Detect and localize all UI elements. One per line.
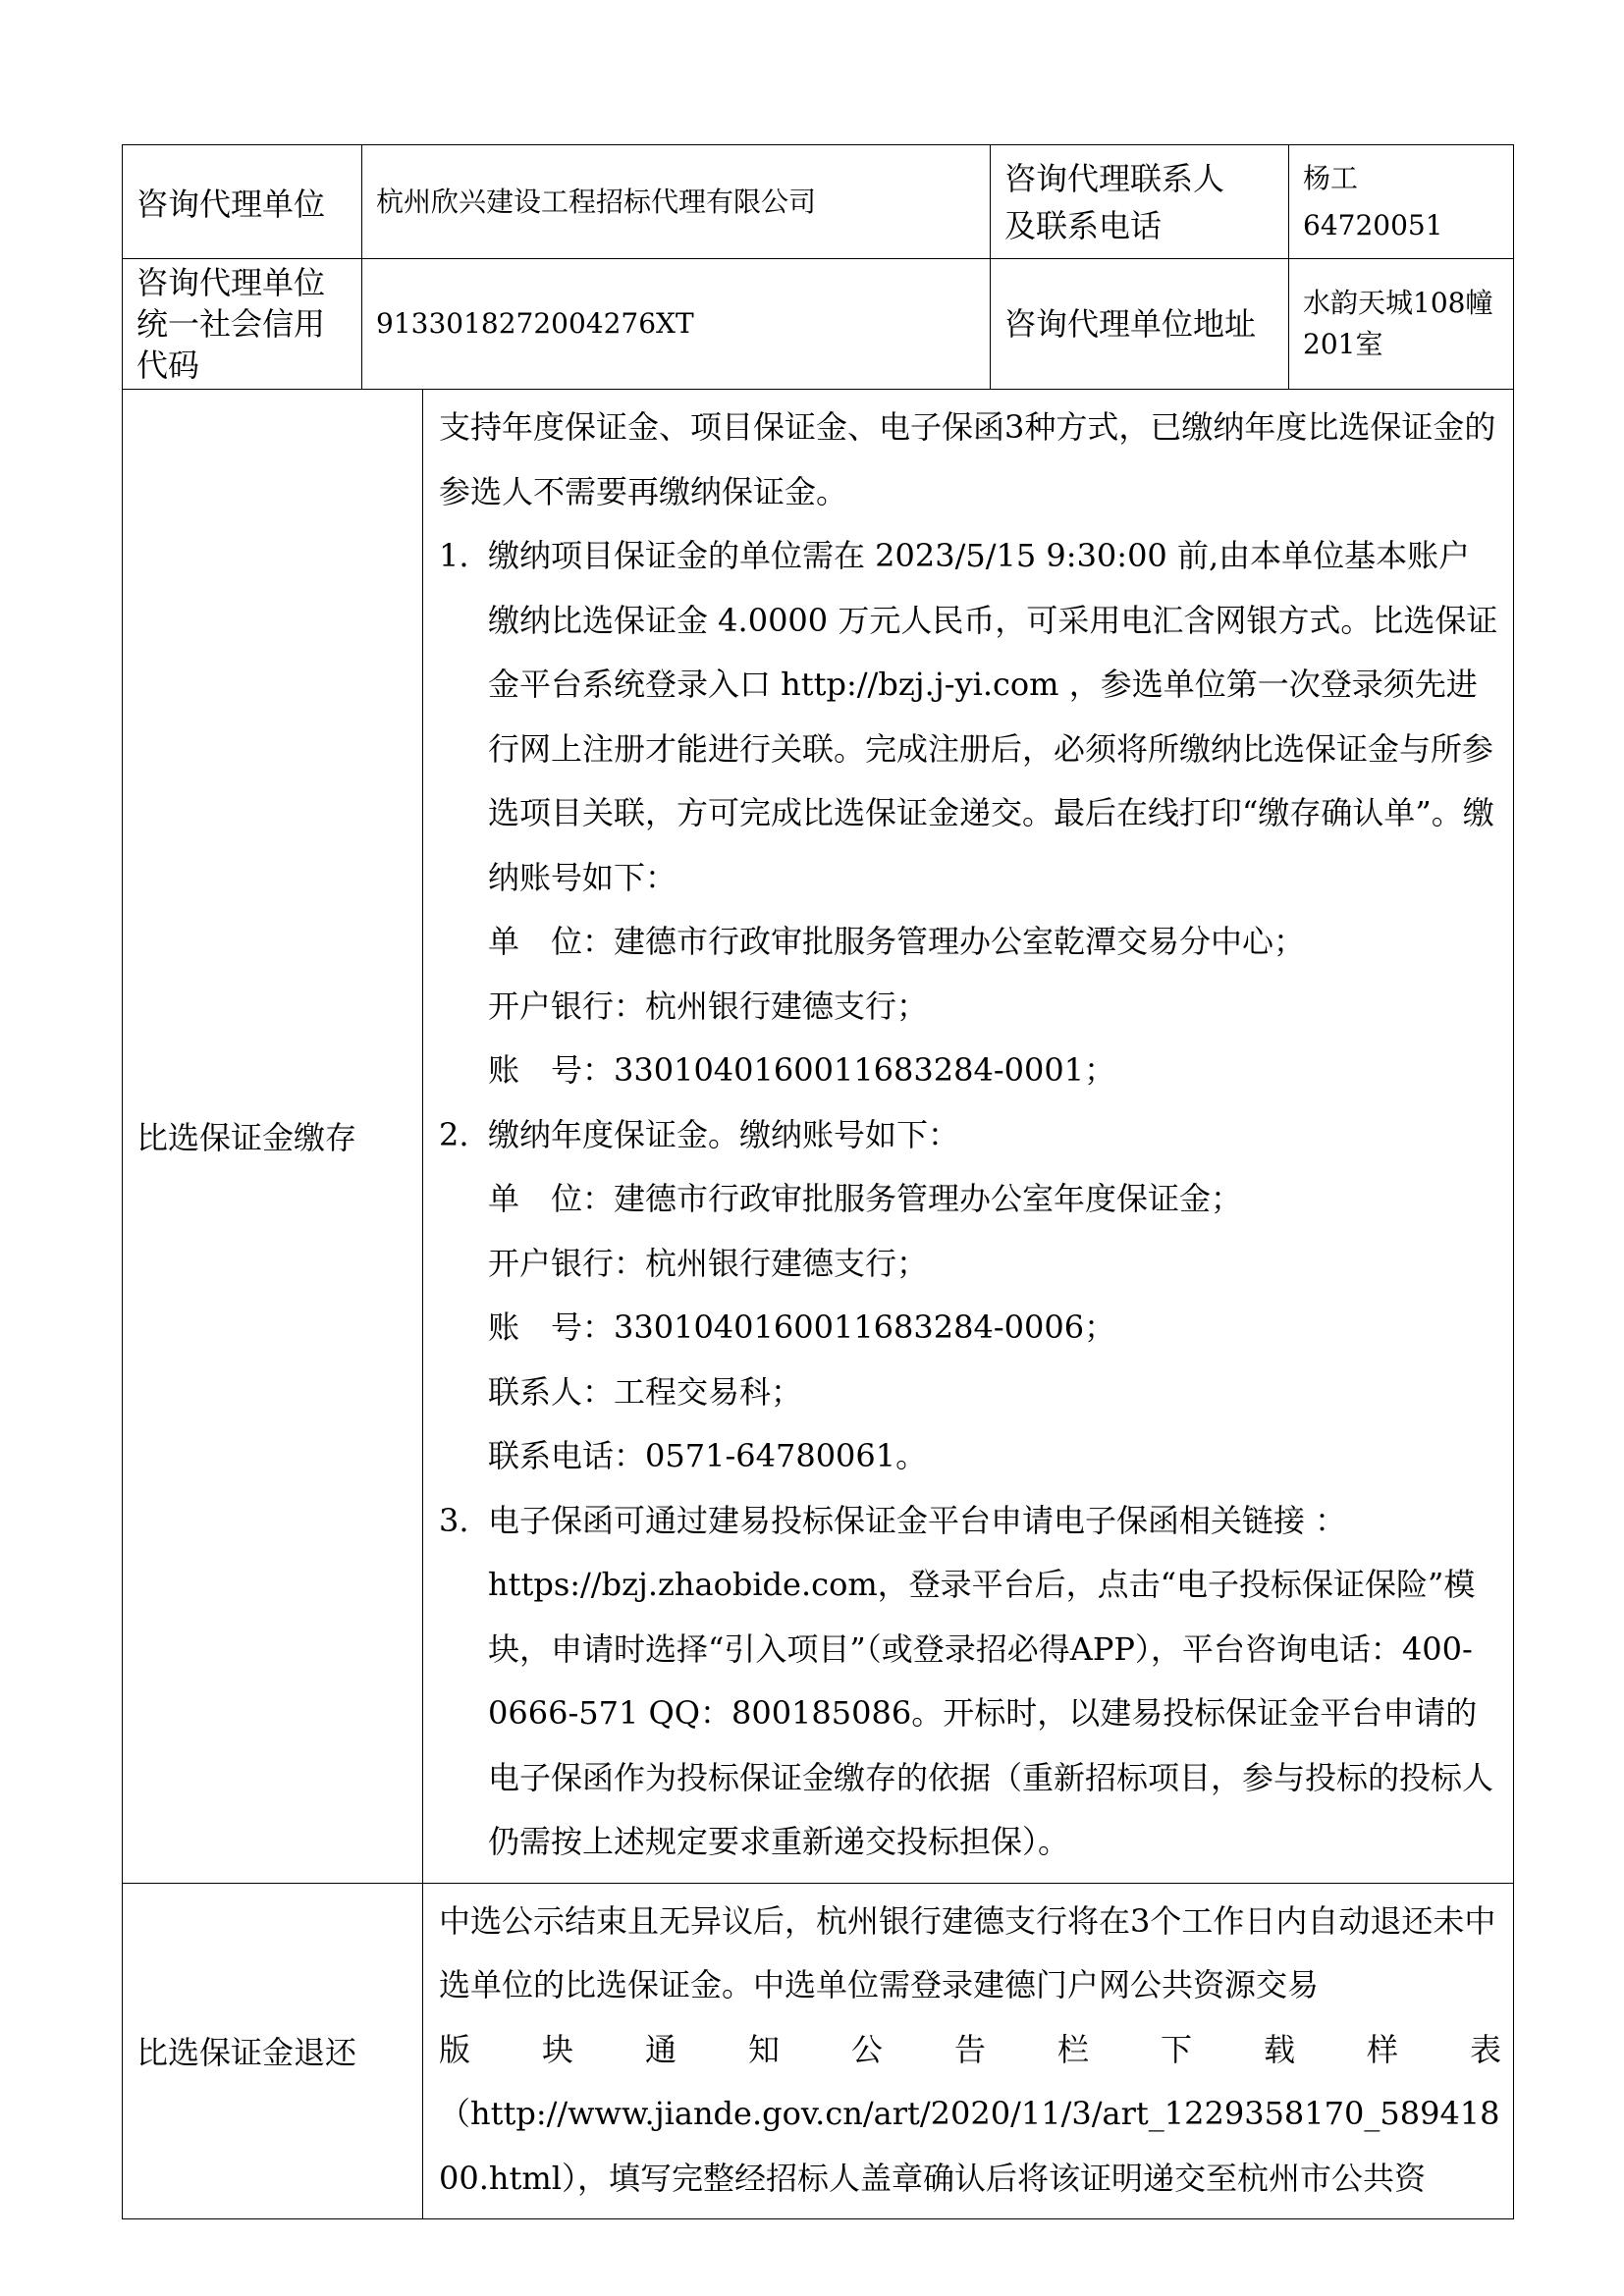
item2-account: 账 号：3301040160011683284-0006； — [488, 1308, 1116, 1346]
address-value: 水韵天城108幢201室 — [1289, 259, 1514, 390]
refund-content — [423, 1883, 1514, 2219]
item2-unit: 单 位：建德市行政审批服务管理办公室年度保证金； — [488, 1180, 1243, 1217]
item-number: 2. — [439, 1115, 469, 1153]
agency-value: 杭州欣兴建设工程招标代理有限公司 — [362, 145, 991, 259]
item1-bank: 开户银行：杭州银行建德支行； — [488, 987, 929, 1025]
credit-label-line1: 咨询代理单位 — [136, 264, 326, 301]
deposit-label: 比选保证金缴存 — [123, 390, 423, 1884]
refund-label: 比选保证金退还 — [123, 1883, 423, 2219]
refund-text-part1: 中选公示结束且无异议后，杭州银行建德支行将在3个工作日内自动退还未中选单位的比选保证金。中选单位需登录建德门户网公共资源交易 — [439, 1901, 1496, 2003]
item1-account: 账 号：3301040160011683284-0001； — [488, 1051, 1116, 1089]
contact-label-line2: 及联系电话 — [1004, 206, 1163, 244]
contact-phone: 64720051 — [1303, 208, 1443, 241]
item2-bank: 开户银行：杭州银行建德支行； — [488, 1244, 929, 1282]
item2-phone: 联系电话：0571-64780061。 — [488, 1437, 928, 1474]
info-table — [122, 144, 1514, 2219]
contact-name: 杨工 — [1303, 161, 1359, 194]
credit-row — [123, 259, 1514, 390]
item-text: 缴纳年度保证金。缴纳账号如下： — [488, 1115, 960, 1153]
refund-row — [123, 1883, 1514, 2219]
credit-value: 9133018272004276XT — [362, 259, 991, 390]
contact-label — [991, 145, 1289, 259]
refund-text-part2: （http://www.jiande.gov.cn/art/2020/11/3/art_1229358170_58941800.html），填写完整经招标人盖章确认后将该证明递交至杭州市公共资 — [439, 2095, 1500, 2197]
credit-label-line3: 代码 — [136, 347, 200, 384]
contact-value — [1289, 145, 1514, 259]
credit-label-line2: 统一社会信用 — [136, 305, 326, 343]
refund-text-justified: 版块通知公告栏下载样表 — [439, 2030, 1502, 2068]
credit-label — [123, 259, 362, 390]
item-number: 1. — [439, 537, 469, 574]
deposit-intro: 支持年度保证金、项目保证金、电子保函3种方式，已缴纳年度比选保证金的参选人不需要再缴纳保证金。 — [439, 408, 1496, 510]
item-number: 3. — [439, 1501, 469, 1539]
deposit-item-1 — [439, 524, 1501, 910]
deposit-row — [123, 390, 1514, 1884]
deposit-item-2 — [439, 1103, 1501, 1168]
item-text: 电子保函可通过建易投标保证金平台申请电子保函相关链接 ：https://bzj.zhaobide.com，登录平台后，点击“电子投标保证保险”模块，申请时选择“引入项目”（或登录招必得APP），平台咨询电话：400-0666-571 QQ：800185086。开标时，以建易投标保证金平台申请的电子保函作为投标保证金缴存的依据（重新招标项目，参与投标的投标人仍需按上述规定要求重新递交投标担保）。 — [488, 1501, 1494, 1860]
item-text: 缴纳项目保证金的单位需在 2023/5/15 9:30:00 前,由本单位基本账户缴纳比选保证金 4.0000 万元人民币，可采用电汇含网银方式。比选保证金平台系统登录入口 http://bzj.j-yi.com ，参选单位第一次登录须先进行网上注册才能进行关联。完成注册后，必须将所缴纳比选保证金与所参选项目关联，方可完成比选保证金递交。最后在线打印“缴存确认单”。缴纳账号如下： — [488, 537, 1498, 896]
agency-label: 咨询代理单位 — [123, 145, 362, 259]
deposit-item-3 — [439, 1489, 1501, 1875]
item2-contact: 联系人：工程交易科； — [488, 1372, 803, 1411]
contact-label-line1: 咨询代理联系人 — [1004, 159, 1225, 197]
agency-row — [123, 145, 1514, 259]
address-label: 咨询代理单位地址 — [991, 259, 1289, 390]
item1-unit: 单 位：建德市行政审批服务管理办公室乾潭交易分中心； — [488, 923, 1306, 960]
deposit-content — [423, 390, 1514, 1884]
